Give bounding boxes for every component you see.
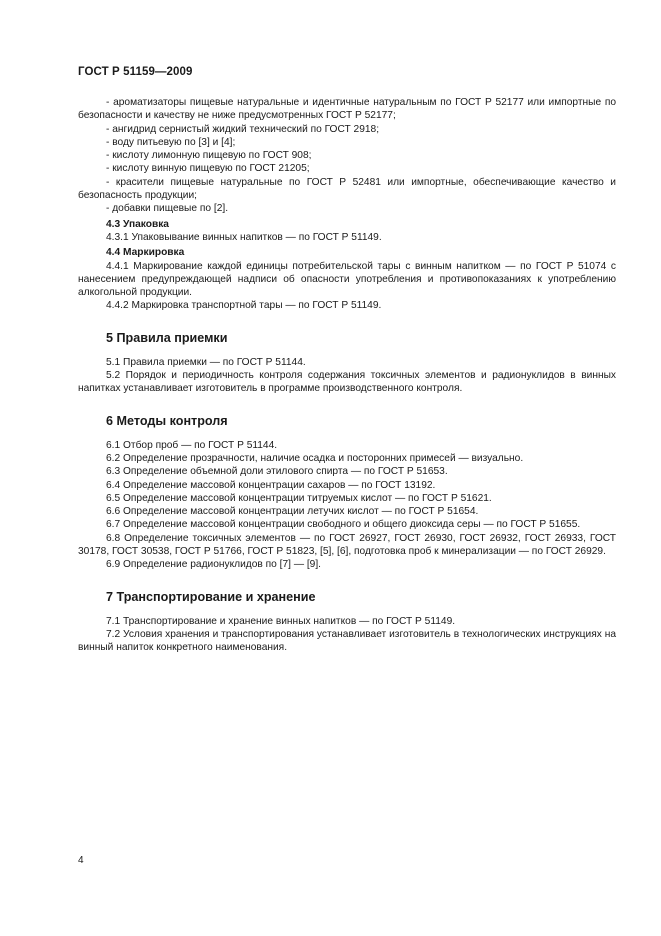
list-item: 6.5 Определение массовой концентрации титруемых кислот — по ГОСТ Р 51621. — [106, 492, 492, 504]
list-item: 6.4 Определение массовой концентрации сахаров — по ГОСТ 13192. — [106, 479, 436, 491]
list-item: 6.6 Определение массовой концентрации летучих кислот — по ГОСТ Р 51654. — [106, 506, 479, 518]
list-item: - кислоту лимонную пищевую по ГОСТ 908; — [106, 150, 312, 162]
list-item: - воду питьевую по [3] и [4]; — [106, 136, 236, 148]
list-item: 6.9 Определение радионуклидов по [7] — [9]. — [106, 559, 321, 571]
paragraph-5-2: 5.2 Порядок и периодичность контроля содержания токсичных элементов и радионуклидов в винных напитках устанавливает изготовитель в программе производственного контроля. — [78, 370, 616, 395]
list-item: - ангидрид сернистый жидкий технический по ГОСТ 2918; — [106, 123, 380, 135]
section-heading-7: 7 Транспортирование и хранение — [106, 589, 316, 604]
paragraph-7-2: 7.2 Условия хранения и транспортирования устанавливает изготовитель в технологических инструкциях на винный напиток конкретного наименования. — [78, 628, 616, 654]
paragraph-4-4-2: 4.4.2 Маркировка транспортной тары — по ГОСТ Р 51149. — [106, 300, 382, 312]
list-item: 6.3 Определение объемной доли этилового спирта — по ГОСТ Р 51653. — [106, 466, 448, 478]
subsection-heading-4-3: 4.3 Упаковка — [106, 218, 169, 230]
list-item: 6.8 Определение токсичных элементов — по ГОСТ 26927, ГОСТ 26930, ГОСТ 26932, ГОСТ 26933, ГОСТ 30178, ГОСТ 30538, ГОСТ Р 51766, ГОСТ Р 51823, [5], [6], подготовка проб к минерализации — по ГОСТ 26929. — [78, 532, 616, 558]
paragraph-5-1: 5.1 Правила приемки — по ГОСТ Р 51144. — [106, 356, 306, 368]
document-body — [78, 96, 616, 655]
section-heading-6: 6 Методы контроля — [106, 413, 228, 428]
list-item: - добавки пищевые по [2]. — [106, 203, 229, 215]
list-item: - ароматизаторы пищевые натуральные и идентичные натуральным по ГОСТ Р 52177 или импортные по безопасности и качеству не ниже предусмотренных ГОСТ Р 52177; — [78, 97, 616, 122]
subsection-heading-4-4: 4.4 Маркировка — [106, 247, 185, 259]
list-item: 6.2 Определение прозрачности, наличие осадка и посторонних примесей — визуально. — [106, 452, 524, 464]
document-header: ГОСТ Р 51159—2009 — [78, 66, 193, 78]
list-item: 6.1 Отбор проб — по ГОСТ Р 51144. — [106, 439, 278, 451]
list-item: - красители пищевые натуральные по ГОСТ Р 52481 или импортные, обеспечивающие качество и безопасность продукции; — [78, 176, 616, 202]
paragraph-4-4-1: 4.4.1 Маркирование каждой единицы потребительской тары с винным напитком — по ГОСТ Р 51074 с нанесением предупреждающей надписи об опасности употребления и противопоказаниях к употреблению алкогольной продукции. — [78, 260, 616, 299]
section-heading-5: 5 Правила приемки — [106, 330, 228, 345]
page-number: 4 — [78, 855, 84, 866]
list-item: 6.7 Определение массовой концентрации свободного и общего диоксида серы — по ГОСТ Р 51655. — [106, 519, 581, 531]
paragraph-7-1: 7.1 Транспортирование и хранение винных напитков — по ГОСТ Р 51149. — [106, 615, 456, 627]
list-item: - кислоту винную пищевую по ГОСТ 21205; — [106, 163, 310, 175]
paragraph-4-3-1: 4.3.1 Упаковывание винных напитков — по ГОСТ Р 51149. — [106, 231, 382, 243]
